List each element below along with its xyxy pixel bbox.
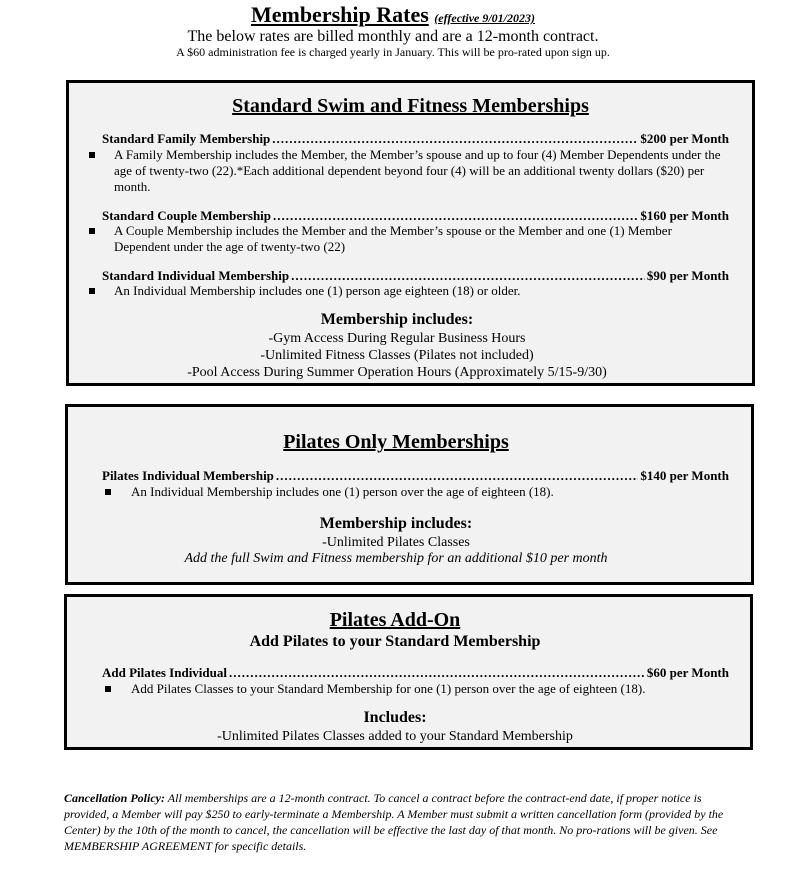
bullet-square-icon xyxy=(105,489,111,495)
addon-box-title: Pilates Add-On xyxy=(329,609,461,631)
standard-memberships-box xyxy=(66,80,755,386)
individual-price: $90 per Month xyxy=(646,268,729,283)
standard-include-3: -Pool Access During Summer Operation Hours (Approximately 5/15-9/30) xyxy=(187,365,607,380)
pilates-box-title: Pilates Only Memberships xyxy=(283,431,509,453)
pilates-individual-name: Pilates Individual Membership xyxy=(102,468,274,483)
family-rate-line xyxy=(102,131,729,147)
effective-date: (effective 9/01/2023) xyxy=(434,11,536,25)
addon-include-1: -Unlimited Pilates Classes added to your Standard Membership xyxy=(217,729,573,744)
individual-bullet xyxy=(89,283,729,299)
pilates-individual-price: $140 per Month xyxy=(640,468,729,483)
bullet-square-icon xyxy=(89,228,95,234)
family-desc: A Family Membership includes the Member, the Member’s spouse and up to four (4) Member Dependents under the age of twenty-two (22).*Each additional dependent beyond four (4) will be an additional twenty dollars ($20) per month. xyxy=(114,147,721,194)
family-bullet xyxy=(89,147,729,195)
addon-subtitle: Add Pilates to your Standard Membership xyxy=(249,633,541,650)
pilates-individual-rate-line xyxy=(102,468,729,484)
individual-leader xyxy=(291,268,645,284)
pilates-individual-leader xyxy=(276,468,638,484)
bullet-square-icon xyxy=(89,288,95,294)
pilates-includes-title: Membership includes: xyxy=(319,515,473,532)
standard-include-2: -Unlimited Fitness Classes (Pilates not included) xyxy=(260,348,534,363)
couple-leader xyxy=(273,208,638,224)
couple-price: $160 per Month xyxy=(640,208,729,223)
addon-item-desc: Add Pilates Classes to your Standard Membership for one (1) person over the age of eighteen (18). xyxy=(131,681,646,696)
family-leader xyxy=(272,131,638,147)
admin-fee-note: A $60 administration fee is charged yearly in January. This will be pro-rated upon sign up. xyxy=(176,45,610,59)
bullet-square-icon xyxy=(89,152,95,158)
policy-label: Cancellation Policy: xyxy=(64,791,165,805)
addon-rate-line xyxy=(102,665,729,681)
pilates-include-1: -Unlimited Pilates Classes xyxy=(322,535,470,550)
addon-item-name: Add Pilates Individual xyxy=(102,665,227,680)
individual-name: Standard Individual Membership xyxy=(102,268,290,283)
couple-bullet xyxy=(89,223,729,255)
couple-rate-line xyxy=(102,208,729,224)
standard-include-1: -Gym Access During Regular Business Hours xyxy=(268,331,526,346)
title-text: Membership Rates xyxy=(250,2,429,27)
family-price: $200 per Month xyxy=(640,131,729,146)
cancellation-policy xyxy=(64,790,730,854)
pilates-upsell: Add the full Swim and Fitness membership for an additional $10 per month xyxy=(184,551,608,566)
pilates-individual-bullet xyxy=(105,484,725,500)
addon-includes-title: Includes: xyxy=(363,709,427,726)
standard-box-title: Standard Swim and Fitness Memberships xyxy=(232,95,589,117)
billing-note: The below rates are billed monthly and are a 12-month contract. xyxy=(187,28,599,45)
couple-name: Standard Couple Membership xyxy=(102,208,272,223)
individual-desc: An Individual Membership includes one (1) person age eighteen (18) or older. xyxy=(114,283,521,298)
pilates-individual-desc: An Individual Membership includes one (1) person over the age of eighteen (18). xyxy=(131,484,554,499)
policy-text: All memberships are a 12-month contract. To cancel a contract before the contract-end date, if proper notice is provided, a Member will pay $250 to early-terminate a Membership. A Member must submit a written cancellation form (provided by the Center) by the 10th of the month to cancel, the cancellation will be effective the last day of that month. No pro-rations will be given. See MEMBERSHIP AGREEMENT for specific details. xyxy=(64,791,724,853)
addon-leader xyxy=(229,665,645,681)
pilates-only-box xyxy=(65,404,754,585)
pilates-addon-box xyxy=(64,594,753,750)
page-title xyxy=(0,2,786,28)
couple-desc: A Couple Membership includes the Member and the Member’s spouse or the Member and one (1) Member Dependent under the age of twenty-two (22) xyxy=(114,223,672,254)
standard-includes-title: Membership includes: xyxy=(320,311,474,328)
bullet-square-icon xyxy=(105,686,111,692)
addon-bullet xyxy=(105,681,725,697)
individual-rate-line xyxy=(102,268,729,284)
family-name: Standard Family Membership xyxy=(102,131,271,146)
addon-item-price: $60 per Month xyxy=(646,665,729,680)
